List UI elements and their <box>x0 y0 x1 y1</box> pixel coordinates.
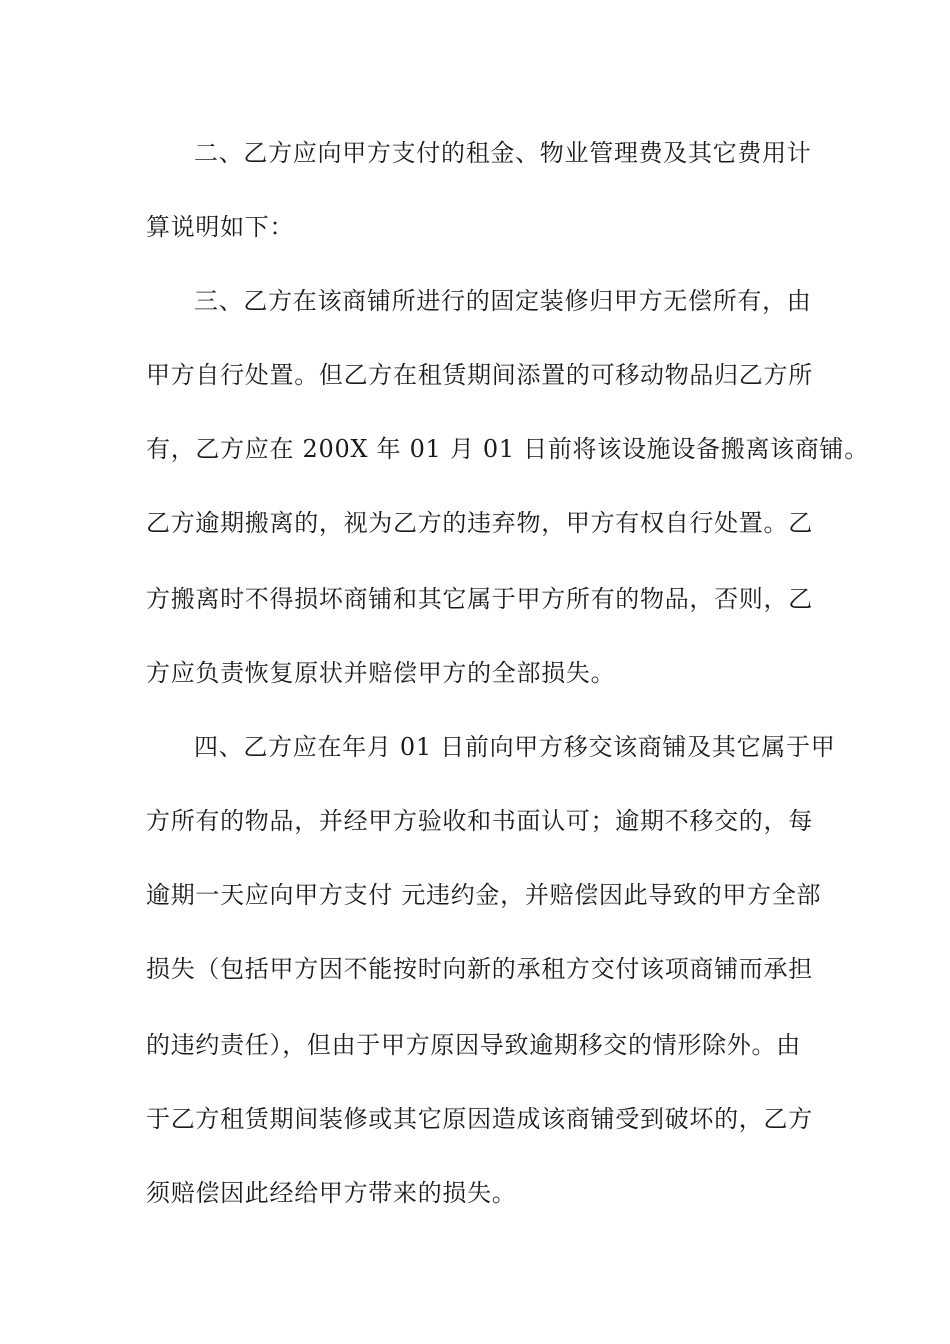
paragraph-4-line-2: 方所有的物品，并经甲方验收和书面认可；逾期不移交的，每 <box>146 807 813 835</box>
paragraph-3-line-1: 三、乙方在该商铺所进行的固定装修归甲方无偿所有，由 <box>194 287 812 315</box>
paragraph-2-line-2: 算说明如下： <box>146 213 295 241</box>
paragraph-4-line-6: 于乙方租赁期间装修或其它原因造成该商铺受到破坏的，乙方 <box>146 1105 813 1133</box>
paragraph-4-line-7: 须赔偿因此经给甲方带来的损失。 <box>146 1179 517 1207</box>
paragraph-3-line-4: 乙方逾期搬离的，视为乙方的违弃物，甲方有权自行处置。乙 <box>146 509 813 537</box>
paragraph-3-line-2: 甲方自行处置。但乙方在租赁期间添置的可移动物品归乙方所 <box>146 361 813 389</box>
paragraph-4-line-3: 逾期一天应向甲方支付 元违约金，并赔偿因此导致的甲方全部 <box>146 881 822 909</box>
paragraph-3-line-3: 有，乙方应在 200X 年 01 月 01 日前将该设施设备搬离该商铺。 <box>146 435 869 463</box>
paragraph-4-line-4: 损失（包括甲方因不能按时向新的承租方交付该项商铺而承担 <box>146 955 813 983</box>
paragraph-4-line-5: 的违约责任），但由于甲方原因导致逾期移交的情形除外。由 <box>146 1031 801 1059</box>
paragraph-3-line-5: 方搬离时不得损坏商铺和其它属于甲方所有的物品，否则，乙 <box>146 585 813 613</box>
paragraph-2-line-1: 二、乙方应向甲方支付的租金、物业管理费及其它费用计 <box>194 139 812 167</box>
paragraph-3-line-6: 方应负责恢复原状并赔偿甲方的全部损失。 <box>146 659 616 687</box>
paragraph-4-line-1: 四、乙方应在年月 01 日前向甲方移交该商铺及其它属于甲 <box>194 733 836 761</box>
